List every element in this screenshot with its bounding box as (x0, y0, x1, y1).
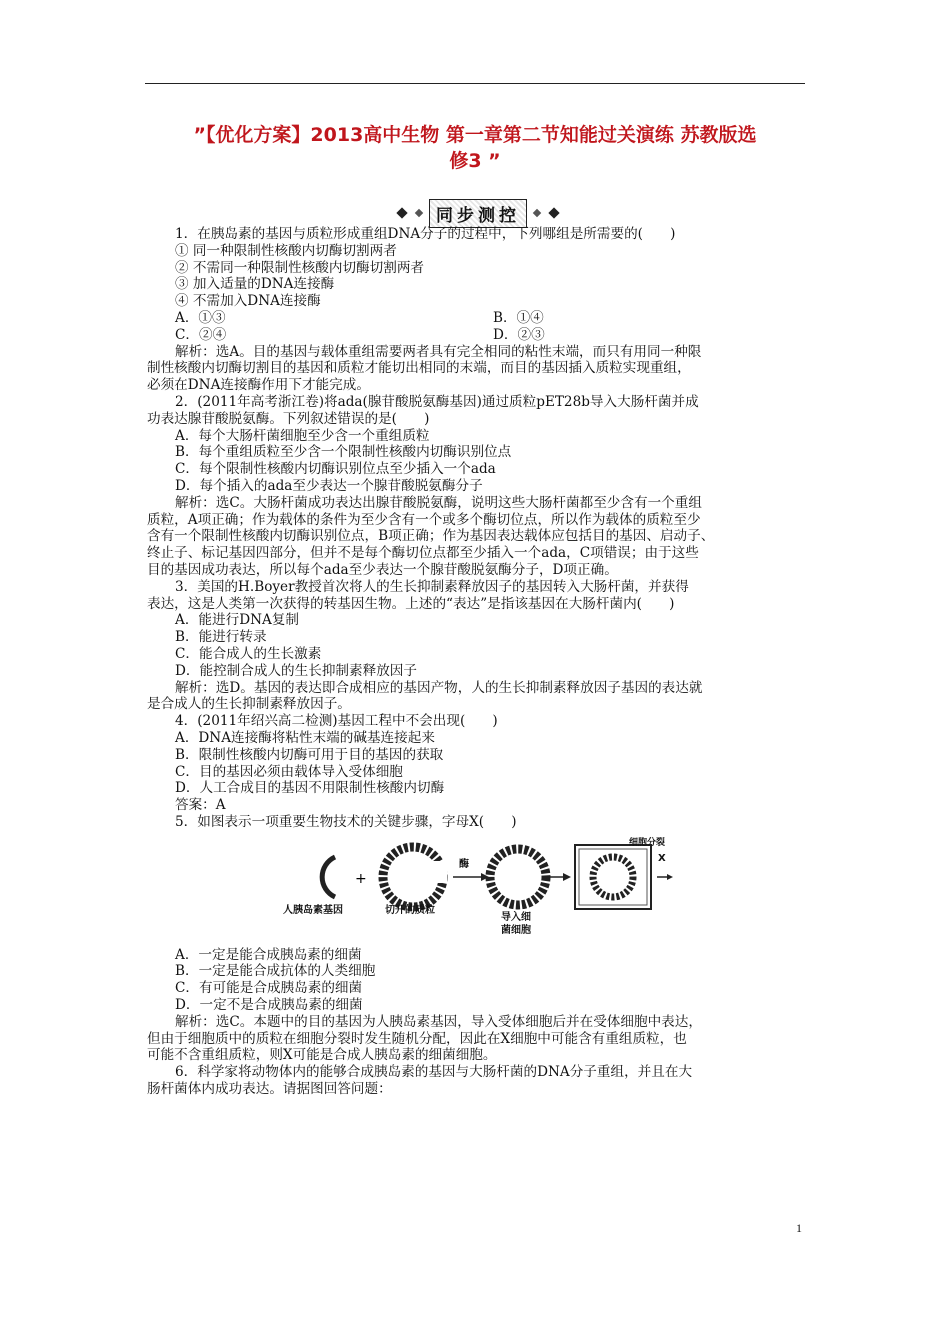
figure-diagram (313, 837, 673, 943)
option-b: B．①④ (493, 309, 544, 326)
gene-label: 人胰岛素基因 (283, 904, 343, 916)
question-2-option: C．每个限制性核酸内切酶识别位点至少插入一个ada (175, 461, 496, 478)
question-6-stem: 6．科学家将动物体内的能够合成胰岛素的基因与大肠杆菌的DNA分子重组，并且在大 (175, 1064, 693, 1081)
question-5-analysis: 解析：选C。本题中的目的基因为人胰岛素基因，导入受体细胞后并在受体细胞中表达， (175, 1013, 702, 1030)
question-5-option: C．有可能是合成胰岛素的细菌 (175, 980, 363, 997)
question-1-stem: 1．在胰岛素的基因与质粒形成重组DNA分子的过程中，下列哪组是所需要的( ) (175, 226, 676, 242)
section-banner-label: 同步测控 (429, 199, 527, 228)
question-3-option: B．能进行转录 (175, 629, 267, 646)
document-title (140, 122, 810, 174)
question-3-option: C．能合成人的生长激素 (175, 645, 322, 662)
option-a: A．①③ (175, 309, 226, 326)
x-label: X (658, 852, 666, 864)
question-4-option: D．人工合成目的基因不用限制性核酸内切酶 (175, 780, 445, 797)
plasmid-label: 切开的质粒 (385, 904, 435, 916)
question-5-analysis: 可能不含重组质粒，则X可能是合成人胰岛素的细菌细胞。 (147, 1047, 497, 1064)
recombinant-plasmid (490, 849, 546, 905)
cell-label: 导入细 菌细胞 (501, 911, 531, 936)
title-line-1: ”【优化方案】2013高中生物 第一章第二节知能过关演练 苏教版选 (193, 124, 757, 146)
section-banner (395, 200, 561, 226)
option-d: D．②③ (493, 326, 545, 343)
question-3-option: D．能控制合成人的生长抑制素释放因子 (175, 662, 417, 679)
header-rule (145, 83, 805, 84)
diamond-icon (533, 209, 541, 217)
question-3-analysis: 解析：选D。基因的表达即合成相应的基因产物，人的生长抑制素释放因子基因的表达就 (175, 679, 703, 696)
diamond-icon (548, 207, 559, 218)
question-1-analysis: 必须在DNA连接酶作用下才能完成。 (147, 377, 370, 394)
question-2-analysis: 解析：选C。大肠杆菌成功表达出腺苷酸脱氨酶，说明这些大肠杆菌都至少含有一个重组 (175, 494, 702, 511)
question-list (147, 226, 815, 1098)
question-1-item: ① 同一种限制性核酸内切酶切割两者 (175, 242, 397, 259)
question-2-option: D．每个插入的ada至少表达一个腺苷酸脱氨酶分子 (175, 477, 483, 494)
question-2-stem: 功表达腺苷酸脱氨酶。下列叙述错误的是( ) (147, 410, 430, 427)
question-3-option: A．能进行DNA复制 (175, 612, 299, 629)
title-line-2: 修3 ” (449, 150, 501, 172)
question-2-analysis: 终止子、标记基因四部分，但并不是每个酶切位点都至少插入一个ada，C项错误；由于这些 (147, 545, 699, 562)
plus-sign: + (355, 870, 367, 887)
plasmid-cut-gap (431, 861, 447, 883)
division-arrowhead (667, 874, 673, 880)
option-c: C．②④ (175, 326, 227, 343)
question-4-option: A．DNA连接酶将粘性末端的碱基连接起来 (175, 729, 435, 746)
question-6-stem: 肠杆菌体内成功表达。请据图回答问题： (147, 1081, 392, 1098)
question-2-analysis: 质粒，A项正确；作为载体的条件为至少含有一个或多个酶切位点，所以作为载体的质粒至少 (147, 511, 701, 528)
question-1-item: ② 不需同一种限制性核酸内切酶切割两者 (175, 259, 425, 276)
question-3-stem: 表达，这是人类第一次获得的转基因生物。上述的“表达”是指该基因在大肠杆菌内( ) (147, 595, 675, 612)
enzyme-label: 酶 (459, 858, 469, 870)
question-1-analysis: 解析：选A。目的基因与载体重组需要两者具有完全相同的粘性末端，而只有用同一种限 (175, 343, 702, 360)
question-4-option: B．限制性核酸内切酶可用于目的基因的获取 (175, 746, 444, 763)
gene-transfer-figure (283, 837, 673, 943)
diamond-icon (396, 207, 407, 218)
transfer-arrowhead (563, 873, 571, 881)
question-4-option: C．目的基因必须由载体导入受体细胞 (175, 763, 403, 780)
question-1-item: ③ 加入适量的DNA连接酶 (175, 276, 335, 293)
question-5-option: B．一定是能合成抗体的人类细胞 (175, 963, 376, 980)
gene-fragment-shape (322, 857, 335, 897)
question-1-item: ④ 不需加入DNA连接酶 (175, 293, 321, 310)
question-5-analysis: 但由于细胞质中的质粒在细胞分裂时发生随机分配，因此在X细胞中可能含有重组质粒，也 (147, 1030, 687, 1047)
diamond-icon (415, 209, 423, 217)
question-1-options-row (175, 310, 815, 327)
page-number: 1 (796, 1221, 802, 1235)
question-5-option: A．一定是能合成胰岛素的细菌 (175, 946, 362, 963)
question-2-option: A．每个大肠杆菌细胞至少含一个重组质粒 (175, 427, 430, 444)
question-2-stem: 2．(2011年高考浙江卷)将ada(腺苷酸脱氨酶基因)通过质粒pET28b导入大肠杆菌并成 (175, 393, 699, 410)
question-3-stem: 3．美国的H.Boyer教授首次将人的生长抑制素释放因子的基因转入大肠杆菌，并获得 (175, 578, 689, 595)
question-4-stem: 4．(2011年绍兴高二检测)基因工程中不会出现( ) (175, 713, 498, 730)
question-1-analysis: 制性核酸内切酶切割目的基因和质粒才能切出相同的末端，而目的基因插入质粒实现重组， (147, 360, 691, 377)
question-5-stem: 5．如图表示一项重要生物技术的关键步骤，字母X( ) (175, 813, 517, 830)
question-2-analysis: 目的基因成功表达，所以每个ada至少表达一个腺苷酸脱氨酶分子，D项正确。 (147, 561, 618, 578)
question-5-option: D．一定不是合成胰岛素的细菌 (175, 997, 363, 1014)
question-3-analysis: 是合成人的生长抑制素释放因子。 (147, 696, 351, 713)
question-2-analysis: 含有一个限制性核酸内切酶识别位点，B项正确；作为基因表达载体应包括目的基因、启动子、 (147, 528, 715, 545)
question-1-options-row (175, 327, 815, 344)
division-label: 细胞分裂 (629, 837, 666, 848)
question-4-answer: 答案：A (175, 797, 226, 814)
question-2-option: B．每个重组质粒至少含一个限制性核酸内切酶识别位点 (175, 444, 512, 461)
